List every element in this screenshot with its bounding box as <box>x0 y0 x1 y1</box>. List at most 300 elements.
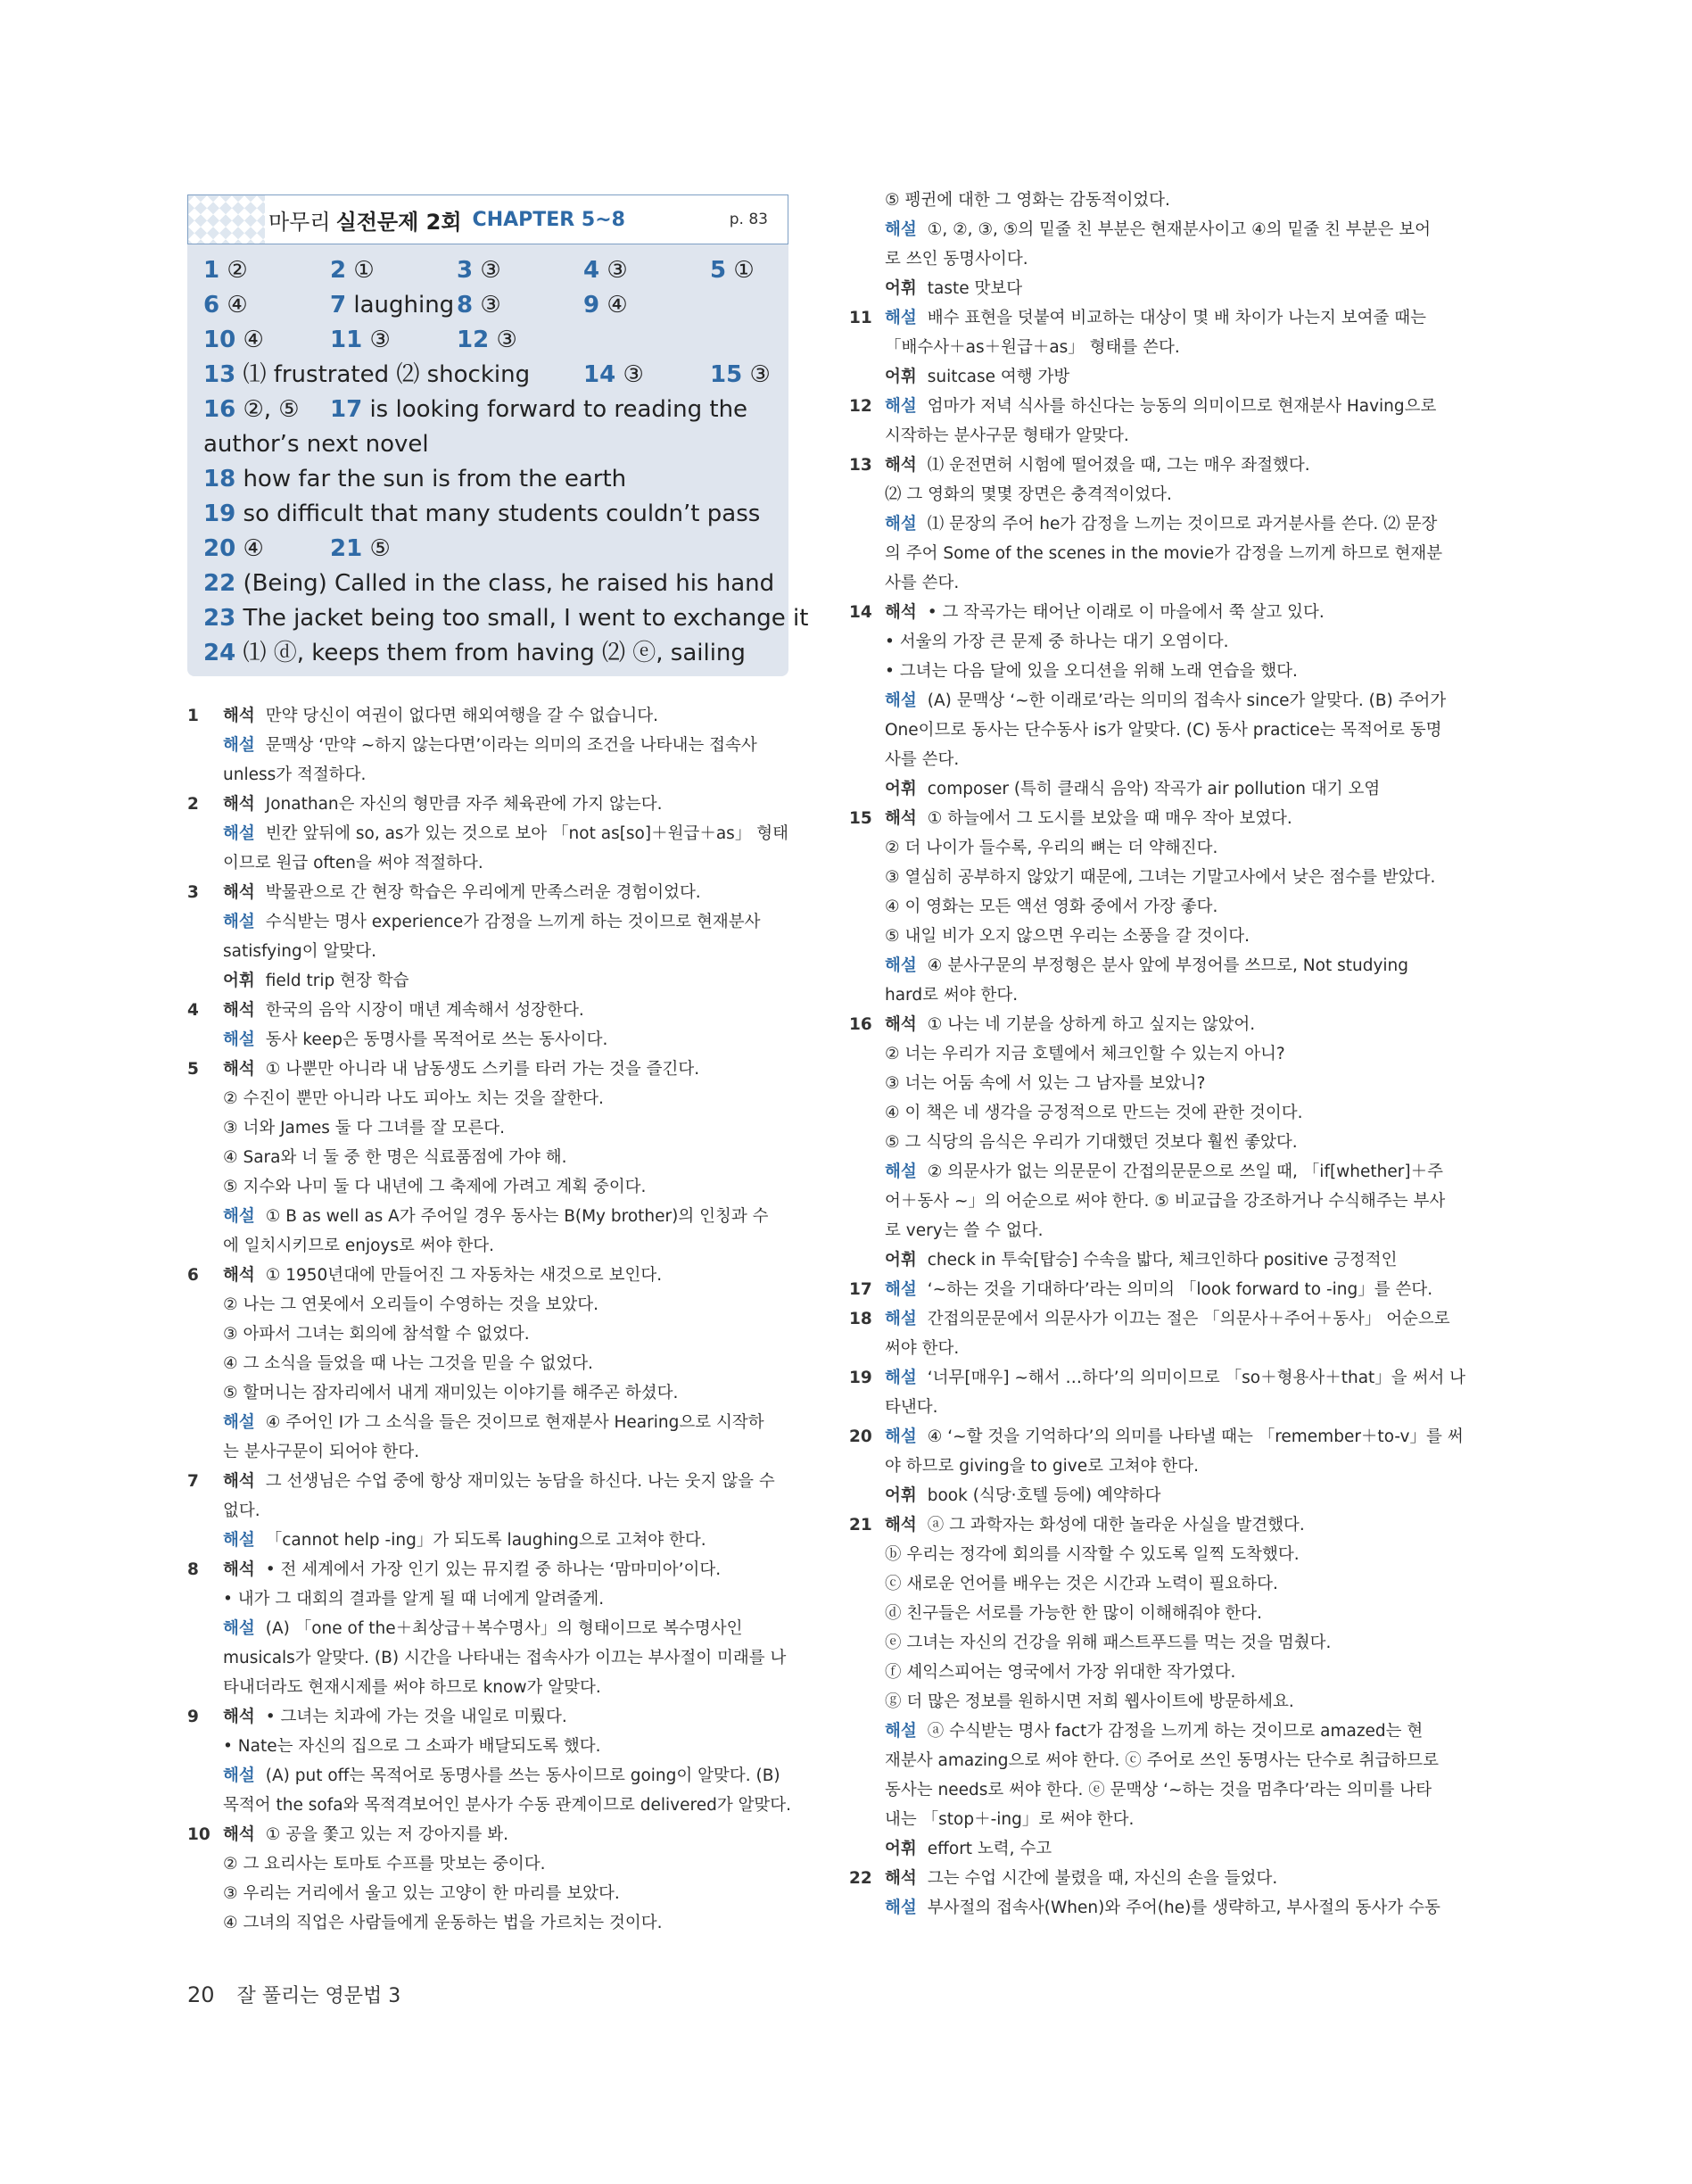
vocabulary-label: 어휘 <box>885 1251 917 1270</box>
explanation-line <box>885 480 1465 509</box>
question-number: 14 <box>849 603 872 622</box>
question-number: 13 <box>849 456 872 475</box>
line-text: taste 맛보다 <box>927 279 1023 298</box>
line-text: ④ 이 책은 네 생각을 긍정적으로 만드는 것에 관한 것이다. <box>885 1104 1303 1122</box>
explanation-entry <box>187 1555 787 1702</box>
vocabulary-label: 어휘 <box>885 1840 917 1858</box>
question-number: 16 <box>849 1015 872 1034</box>
explanation-line <box>885 451 1465 480</box>
explanation-entry <box>849 1304 1465 1363</box>
answer-number: 16 <box>203 396 236 423</box>
vocabulary-label: 어휘 <box>885 368 917 386</box>
answer-text: is looking forward to reading the <box>362 396 748 423</box>
line-text: ① 나뿐만 아니라 내 남동생도 스키를 타러 가는 것을 즐긴다. <box>265 1060 700 1079</box>
line-text: 시작하는 분사구문 형태가 알맞다. <box>885 426 1129 445</box>
answer-number: 11 <box>330 327 363 353</box>
answer-item <box>330 253 375 288</box>
answer-text: author’s next novel <box>203 431 429 458</box>
explanation-label: 해설 <box>223 736 255 755</box>
answer-text: ③ <box>742 361 771 388</box>
explanation-line <box>885 333 1465 362</box>
line-text: 문맥상 ‘만약 ~하지 않는다면’이라는 의미의 조건을 나타내는 접속사 <box>265 736 757 755</box>
explanation-label: 해설 <box>885 956 917 975</box>
vocabulary-label: 어휘 <box>885 279 917 298</box>
line-text: • 내가 그 대회의 결과를 알게 될 때 너에게 알려줄게. <box>223 1590 605 1609</box>
answer-row <box>203 497 783 532</box>
answer-text: ⑴ frustrated ⑵ shocking <box>235 361 531 388</box>
answer-item <box>203 567 774 601</box>
explanation-line <box>223 1143 787 1172</box>
line-text: ⑤ 내일 비가 오지 않으면 우리는 소풍을 갈 것이다. <box>885 927 1250 946</box>
line-text: ⓖ 더 많은 정보를 원하시면 저희 웹사이트에 방문하세요. <box>885 1692 1294 1711</box>
explanation-line <box>885 1834 1465 1864</box>
line-text: book (식당·호텔 등에) 예약하다 <box>927 1486 1161 1505</box>
explanation-label: 해설 <box>885 1280 917 1299</box>
explanation-label: 해설 <box>223 1766 255 1785</box>
answer-text: ④ <box>219 292 248 318</box>
line-text: ⓒ 새로운 언어를 배우는 것은 시간과 노력이 필요하다. <box>885 1575 1278 1593</box>
line-text: ‘너무[매우] ~해서 …하다’의 의미이므로 「so＋형용사＋that」을 써서 나 <box>927 1369 1466 1387</box>
answer-number: 22 <box>203 570 236 597</box>
explanation-line <box>885 1746 1465 1775</box>
question-number: 5 <box>187 1060 199 1079</box>
explanation-line <box>885 539 1465 568</box>
explanation-entry <box>187 1702 792 1820</box>
explanation-entry <box>187 878 787 996</box>
explanation-label: 해설 <box>223 1413 255 1432</box>
answer-row <box>203 253 783 288</box>
explanation-entry <box>849 303 1465 392</box>
explanation-label: 해설 <box>885 1162 917 1181</box>
translation-label: 해석 <box>223 1060 255 1079</box>
translation-label: 해석 <box>885 1015 917 1034</box>
answer-text: laughing <box>346 292 455 318</box>
line-text: ① 공을 쫓고 있는 저 강아지를 봐. <box>265 1825 508 1844</box>
explanation-line <box>885 863 1465 892</box>
answer-item <box>710 253 755 288</box>
explanation-line <box>223 1791 792 1820</box>
explanation-line <box>223 878 787 907</box>
question-number: 10 <box>187 1825 210 1844</box>
answer-number: 17 <box>330 396 363 423</box>
line-text: 부사절의 접속사(When)와 주어(he)를 생략하고, 부사절의 동사가 수동 <box>927 1899 1440 1917</box>
explanation-line <box>885 1304 1465 1334</box>
answer-item <box>203 358 530 393</box>
explanation-line <box>885 362 1465 392</box>
explanation-line <box>885 1540 1465 1569</box>
line-text: composer (특히 클래식 음악) 작곡가 air pollution 대기 오염 <box>927 780 1381 798</box>
explanation-label: 해설 <box>885 1310 917 1328</box>
line-text: ‘~하는 것을 기대하다’라는 의미의 「look forward to -ing」를 쓴다. <box>927 1280 1433 1299</box>
header-pattern <box>188 195 265 244</box>
line-text: ② 너는 우리가 지금 호텔에서 체크인할 수 있는지 아니? <box>885 1045 1285 1063</box>
explanation-line <box>223 1584 787 1614</box>
question-number: 17 <box>849 1280 872 1299</box>
explanation-entry <box>187 701 787 790</box>
answer-text: so difficult that many students couldn’t pass <box>235 500 761 527</box>
header-page: p. 83 <box>729 211 768 228</box>
answer-text: ④ <box>599 292 628 318</box>
line-text: ② 그 요리사는 토마토 수프를 맛보는 중이다. <box>223 1855 546 1874</box>
explanation-line <box>885 774 1465 804</box>
answer-item <box>203 532 264 567</box>
explanation-line <box>885 892 1465 922</box>
answer-number: 9 <box>583 292 600 318</box>
explanation-line <box>223 1084 787 1113</box>
explanation-line <box>223 1231 787 1261</box>
line-text: ⑤ 펭귄에 대한 그 영화는 감동적이었다. <box>885 191 1170 210</box>
explanation-entry <box>849 804 1465 1010</box>
answer-number: 20 <box>203 535 236 562</box>
line-text: 없다. <box>223 1502 260 1520</box>
explanation-line <box>223 1908 787 1938</box>
answer-number: 6 <box>203 292 220 318</box>
explanation-line <box>885 392 1465 421</box>
answer-number: 8 <box>457 292 474 318</box>
explanation-line <box>223 1849 787 1879</box>
answer-text: ②, ⑤ <box>235 396 300 423</box>
answer-row <box>203 427 783 462</box>
line-text: 타내더라도 현재시제를 써야 하므로 know가 알맞다. <box>223 1678 601 1697</box>
explanation-line <box>885 657 1465 686</box>
line-text: 의 주어 Some of the scenes in the movie가 감정을 느끼게 하므로 현재분 <box>885 544 1443 563</box>
answer-item <box>203 462 626 497</box>
explanation-line <box>885 1893 1465 1923</box>
answer-row <box>203 532 783 567</box>
line-text: ④ 그녀의 직업은 사람들에게 운동하는 법을 가르치는 것이다. <box>223 1914 663 1932</box>
explanation-line <box>223 1437 787 1467</box>
explanation-line <box>223 1408 787 1437</box>
line-text: ④ 주어인 I가 그 소식을 들은 것이므로 현재분사 Hearing으로 시작하 <box>265 1413 764 1432</box>
line-text: 내는 「stop＋-ing」로 써야 한다. <box>885 1810 1135 1829</box>
line-text: • 그녀는 치과에 가는 것을 내일로 미뤘다. <box>265 1708 567 1726</box>
line-text: ④ 그 소식을 들었을 때 나는 그것을 믿을 수 없었다. <box>223 1354 593 1373</box>
explanation-entry <box>849 392 1465 451</box>
answer-text: ③ <box>362 327 391 353</box>
explanation-line <box>223 1496 787 1526</box>
translation-label: 해석 <box>885 809 917 828</box>
answer-number: 10 <box>203 327 236 353</box>
explanation-entry <box>849 1510 1465 1864</box>
line-text: ⓔ 그녀는 자신의 건강을 위해 패스트푸드를 먹는 것을 멈췄다. <box>885 1634 1332 1652</box>
line-text: ⓑ 우리는 정각에 회의를 시작할 수 있도록 일찍 도착했다. <box>885 1545 1300 1564</box>
explanation-line <box>223 1467 787 1496</box>
header-title: 실전문제 2회 <box>335 209 462 235</box>
answer-text: ④ <box>235 535 264 562</box>
answer-text: ① <box>726 257 755 284</box>
line-text: suitcase 여행 가방 <box>927 368 1070 386</box>
explanation-line <box>223 1320 787 1349</box>
line-text: hard로 써야 한다. <box>885 986 1019 1005</box>
line-text: 동사 keep은 동명사를 목적어로 쓰는 동사이다. <box>265 1030 608 1049</box>
page-number: 20 <box>187 1982 215 2007</box>
translation-label: 해석 <box>223 1001 255 1020</box>
answer-text: (Being) Called in the class, he raised his hand <box>235 570 775 597</box>
question-number: 20 <box>849 1427 872 1446</box>
explanation-line <box>885 716 1465 745</box>
line-text: 목적어 the sofa와 목적격보어인 분사가 수동 관계이므로 delivered가 알맞다. <box>223 1796 792 1815</box>
line-text: 동사는 needs로 써야 한다. ⓔ 문맥상 ‘~하는 것을 멈추다’라는 의미를 나타 <box>885 1781 1432 1799</box>
line-text: 수식받는 명사 experience가 감정을 느끼게 하는 것이므로 현재분사 <box>265 913 761 931</box>
line-text: 타낸다. <box>885 1398 938 1417</box>
answer-item <box>583 358 644 393</box>
line-text: ③ 우리는 거리에서 울고 있는 고양이 한 마리를 보았다. <box>223 1884 620 1903</box>
header-prefix: 마무리 <box>268 209 331 235</box>
line-text: 로 very는 쓸 수 없다. <box>885 1221 1044 1240</box>
line-text: 한국의 음악 시장이 매년 계속해서 성장한다. <box>265 1001 584 1020</box>
line-text: 사를 쓴다. <box>885 574 960 592</box>
explanation-line <box>885 1275 1465 1304</box>
answer-text: how far the sun is from the earth <box>235 466 627 492</box>
line-text: (A) 「one of the＋최상급＋복수명사」의 형태이므로 복수명사인 <box>265 1619 743 1638</box>
line-text: ② 나는 그 연못에서 오리들이 수영하는 것을 보았다. <box>223 1295 599 1314</box>
answer-number: 18 <box>203 466 236 492</box>
explanation-entry <box>849 1864 1465 1923</box>
answer-text: ② <box>219 257 248 284</box>
answer-row <box>203 567 783 601</box>
vocabulary-label: 어휘 <box>885 780 917 798</box>
answer-item <box>203 497 760 532</box>
answer-row <box>203 393 783 427</box>
answer-item <box>330 323 391 358</box>
answer-text: ③ <box>489 327 517 353</box>
answer-item <box>203 636 746 671</box>
answer-text: ⑴ ⓓ, keeps them from having ⑵ ⓔ, sailing <box>235 640 746 666</box>
explanation-line <box>885 1510 1465 1540</box>
explanation-line <box>885 686 1465 716</box>
explanation-line <box>885 1599 1465 1628</box>
explanation-line <box>885 274 1465 303</box>
line-text: 재분사 amazing으로 써야 한다. ⓒ 주어로 쓰인 동명사는 단수로 취급하므로 <box>885 1751 1439 1770</box>
explanation-line <box>223 1673 787 1702</box>
header-chapter: CHAPTER 5~8 <box>472 208 625 231</box>
line-text: ① 나는 네 기분을 상하게 하고 싶지는 않았어. <box>927 1015 1256 1034</box>
answer-row <box>203 288 783 323</box>
explanation-line <box>885 303 1465 333</box>
line-text: • 그녀는 다음 달에 있을 오디션을 위해 노래 연습을 했다. <box>885 662 1298 681</box>
explanation-line <box>223 819 787 848</box>
explanations-left-column <box>187 701 792 1938</box>
vocabulary-label: 어휘 <box>223 972 255 990</box>
explanation-label: 해설 <box>885 691 917 710</box>
book-title: 잘 풀리는 영문법 3 <box>236 1985 401 2007</box>
explanation-line <box>885 1069 1465 1098</box>
line-text: ② 수진이 뿐만 아니라 나도 피아노 치는 것을 잘한다. <box>223 1089 604 1108</box>
line-text: 그는 수업 시간에 불렸을 때, 자신의 손을 들었다. <box>927 1869 1278 1888</box>
line-text: musicals가 알맞다. (B) 시간을 나타내는 접속사가 이끄는 부사절이 미래를 나 <box>223 1649 787 1667</box>
line-text: effort 노력, 수고 <box>927 1840 1052 1858</box>
explanation-entry <box>849 451 1465 598</box>
translation-label: 해석 <box>223 883 255 902</box>
vocabulary-label: 어휘 <box>885 1486 917 1505</box>
line-text: ① 1950년대에 만들어진 그 자동차는 새것으로 보인다. <box>265 1266 663 1285</box>
explanation-line <box>885 598 1465 627</box>
answer-text: ③ <box>615 361 644 388</box>
line-text: ② 의문사가 없는 의문문이 간접의문문으로 쓰일 때, 「if[whether]＋주 <box>927 1162 1443 1181</box>
explanation-line <box>223 1025 787 1055</box>
line-text: ④ ‘~할 것을 기억하다’의 의미를 나타낼 때는 「remember＋to-v」를 써 <box>927 1427 1464 1446</box>
question-number: 12 <box>849 397 872 416</box>
answer-item <box>457 288 501 323</box>
line-text: ⓐ 그 과학자는 화성에 대한 놀라운 사실을 발견했다. <box>927 1516 1305 1535</box>
explanation-entry <box>849 1275 1465 1304</box>
explanation-line <box>885 804 1465 833</box>
question-number: 3 <box>187 883 199 902</box>
answer-item <box>203 253 248 288</box>
line-text: ⑤ 그 식당의 음식은 우리가 기대했던 것보다 훨씬 좋았다. <box>885 1133 1298 1152</box>
line-text: ⑴ 문장의 주어 he가 감정을 느끼는 것이므로 과거분사를 쓴다. ⑵ 문장 <box>927 515 1438 534</box>
explanation-line <box>885 1717 1465 1746</box>
line-text: 그 선생님은 수업 중에 항상 재미있는 농담을 하신다. 나는 웃지 않을 수 <box>265 1472 775 1491</box>
explanation-label: 해설 <box>885 1369 917 1387</box>
line-text: 만약 당신이 여권이 없다면 해외여행을 갈 수 없습니다. <box>265 707 658 725</box>
line-text: 야 하므로 giving을 to give로 고쳐야 한다. <box>885 1457 1199 1476</box>
explanation-label: 해설 <box>885 397 917 416</box>
answer-number: 2 <box>330 257 347 284</box>
explanation-line <box>223 1349 787 1378</box>
line-text: 박물관으로 간 현장 학습은 우리에게 만족스러운 경험이었다. <box>265 883 701 902</box>
explanation-line <box>223 1761 787 1791</box>
explanation-line <box>885 1393 1465 1422</box>
explanation-line <box>885 244 1465 274</box>
explanation-line <box>885 1452 1465 1481</box>
explanation-line <box>885 1658 1465 1687</box>
explanation-label: 해설 <box>885 515 917 534</box>
line-text: 는 분사구문이 되어야 한다. <box>223 1443 420 1461</box>
question-number: 1 <box>187 707 199 725</box>
line-text: ⓐ 수식받는 명사 fact가 감정을 느끼게 하는 것이므로 amazed는 현 <box>927 1722 1424 1741</box>
line-text: 에 일치시키므로 enjoys로 써야 한다. <box>223 1237 495 1255</box>
line-text: check in 투숙[탑승] 수속을 밟다, 체크인하다 positive 긍정적인 <box>927 1251 1398 1270</box>
answer-text: ① <box>346 257 375 284</box>
line-text: field trip 현장 학습 <box>265 972 409 990</box>
answer-text: ③ <box>473 292 501 318</box>
line-text: unless가 적절하다. <box>223 765 367 784</box>
explanation-line <box>885 186 1465 215</box>
answer-row <box>203 601 809 636</box>
explanation-line <box>885 1569 1465 1599</box>
question-number: 6 <box>187 1266 199 1285</box>
answer-row <box>203 323 783 358</box>
line-text: Jonathan은 자신의 형만큼 자주 체육관에 가지 않는다. <box>265 795 663 814</box>
line-text: ③ 열심히 공부하지 않았기 때문에, 그녀는 기말고사에서 낮은 점수를 받았다. <box>885 868 1436 887</box>
translation-label: 해석 <box>885 603 917 622</box>
answer-row <box>203 636 783 671</box>
answer-item <box>330 288 454 323</box>
explanation-line <box>885 215 1465 244</box>
explanation-entry <box>187 996 787 1055</box>
line-text: • 그 작곡가는 태어난 이래로 이 마을에서 쭉 살고 있다. <box>927 603 1325 622</box>
explanation-line <box>885 922 1465 951</box>
line-text: One이므로 동사는 단수동사 is가 알맞다. (C) 동사 practice는 목적어로 동명 <box>885 721 1442 740</box>
answer-row <box>203 358 783 393</box>
explanations-right-column <box>849 186 1465 1923</box>
line-text: ⑴ 운전면허 시험에 떨어졌을 때, 그는 매우 좌절했다. <box>927 456 1310 475</box>
line-text: ③ 너는 어둠 속에 서 있는 그 남자를 보았니? <box>885 1074 1206 1093</box>
question-number: 9 <box>187 1708 199 1726</box>
answer-text: ③ <box>473 257 501 284</box>
answer-item <box>457 253 501 288</box>
explanation-entry <box>849 1363 1465 1422</box>
explanation-line <box>885 1481 1465 1510</box>
line-text: • 서울의 가장 큰 문제 중 하나는 대기 오염이다. <box>885 633 1229 651</box>
answer-item <box>203 323 264 358</box>
answer-number: 19 <box>203 500 236 527</box>
explanation-line <box>223 1172 787 1202</box>
translation-label: 해석 <box>223 795 255 814</box>
explanation-line <box>885 1157 1465 1187</box>
explanation-label: 해설 <box>885 1427 917 1446</box>
answer-number: 7 <box>330 292 347 318</box>
explanation-line <box>885 1334 1465 1363</box>
explanation-line <box>885 1216 1465 1245</box>
explanation-line <box>885 568 1465 598</box>
explanation-line <box>223 1055 787 1084</box>
line-text: ⓕ 셰익스피어는 영국에서 가장 위대한 작가였다. <box>885 1663 1236 1682</box>
explanation-label: 해설 <box>223 824 255 843</box>
line-text: ④ 분사구문의 부정형은 분사 앞에 부정어를 쓰므로, Not studying <box>927 956 1409 975</box>
explanation-line <box>885 1128 1465 1157</box>
answer-item <box>330 532 391 567</box>
explanation-line <box>885 1010 1465 1039</box>
answer-number: 12 <box>457 327 490 353</box>
explanation-line <box>223 937 787 966</box>
translation-label: 해석 <box>223 1266 255 1285</box>
answer-item <box>583 288 628 323</box>
explanation-line <box>223 1614 787 1643</box>
answer-number: 5 <box>710 257 727 284</box>
line-text: 어＋동사 ~」의 어순으로 써야 한다. ⑤ 비교급을 강조하거나 수식해주는 부사 <box>885 1192 1446 1211</box>
line-text: (A) 문맥상 ‘~한 이래로’라는 의미의 접속사 since가 알맞다. (B) 주어가 <box>927 691 1447 710</box>
page-footer <box>187 1981 400 2008</box>
explanation-label: 해설 <box>223 1207 255 1226</box>
explanation-line <box>223 1820 787 1849</box>
explanation-entry <box>187 1467 787 1555</box>
translation-label: 해석 <box>885 456 917 475</box>
explanation-line <box>885 509 1465 539</box>
answer-number: 13 <box>203 361 236 388</box>
line-text: ⑤ 지수와 나미 둘 다 내년에 그 축제에 가려고 계획 중이다. <box>223 1178 647 1196</box>
answer-number: 4 <box>583 257 600 284</box>
answer-text: ④ <box>235 327 264 353</box>
explanation-line <box>885 1098 1465 1128</box>
explanation-entry <box>187 790 787 878</box>
explanation-entry <box>849 1422 1465 1510</box>
explanation-label: 해설 <box>223 1619 255 1638</box>
question-number: 7 <box>187 1472 199 1491</box>
question-number: 4 <box>187 1001 199 1020</box>
answer-item <box>203 288 248 323</box>
translation-label: 해석 <box>885 1516 917 1535</box>
question-number: 21 <box>849 1516 872 1535</box>
answer-text: ⑤ <box>362 535 391 562</box>
line-text: 배수 표현을 덧붙여 비교하는 대상이 몇 배 차이가 나는지 보여줄 때는 <box>927 309 1426 327</box>
explanation-line <box>885 1245 1465 1275</box>
explanation-line <box>223 1113 787 1143</box>
explanation-line <box>223 907 787 937</box>
explanation-line <box>223 996 787 1025</box>
answer-number: 15 <box>710 361 743 388</box>
explanation-label: 해설 <box>885 220 917 239</box>
question-number: 22 <box>849 1869 872 1888</box>
explanation-entry <box>187 1055 787 1261</box>
answer-list <box>203 253 809 671</box>
explanation-line <box>223 1290 787 1320</box>
line-text: 로 쓰인 동명사이다. <box>885 250 1028 269</box>
explanation-line <box>885 1864 1465 1893</box>
question-number: 19 <box>849 1369 872 1387</box>
line-text: ①, ②, ③, ⑤의 밑줄 친 부분은 현재분사이고 ④의 밑줄 친 부분은 보어 <box>927 220 1432 239</box>
